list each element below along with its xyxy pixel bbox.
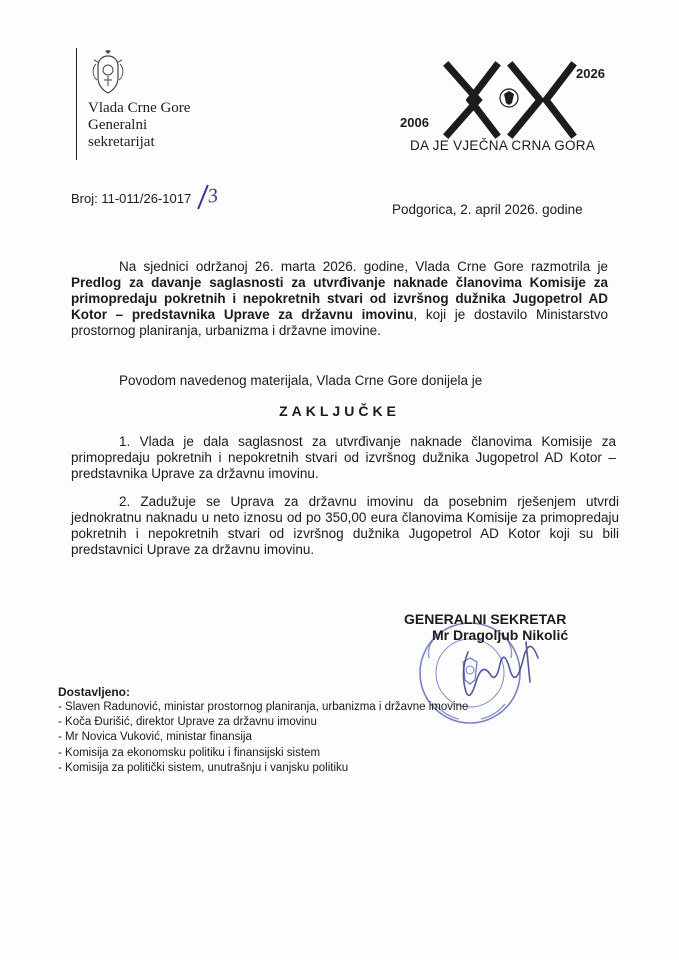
signatory-title: GENERALNI SEKRETAR bbox=[404, 611, 567, 627]
distribution-item: - Komisija za ekonomsku politiku i finansijski sistem bbox=[58, 746, 321, 759]
anniversary-year-end: 2026 bbox=[576, 66, 605, 81]
intro-suffix: , koji je dostavilo Ministarstvo prostornog planiranja, urbanizma i državne imovine. bbox=[71, 307, 608, 338]
conclusion-point-1: 1. Vlada je dala saglasnost za utvrđivanje naknade članovima Komisije za primopredaju pokretnih i nepokretnih stvari od izvršnog dužnika Jugopetrol AD Kotor – predstavnika Uprave za državnu imovinu. bbox=[71, 434, 616, 481]
distribution-title: Dostavljeno: bbox=[58, 685, 131, 699]
place-and-date: Podgorica, 2. april 2026. godine bbox=[392, 202, 583, 217]
distribution-item: - Slaven Radunović, ministar prostornog planiranja, urbanizma i državne imovine bbox=[58, 701, 469, 713]
government-unit-line1: Generalni bbox=[88, 117, 148, 133]
conclusions-heading: ZAKLJUČKE bbox=[279, 403, 400, 419]
handwritten-number-suffix: 3 bbox=[206, 184, 220, 208]
anniversary-motto: DA JE VJEČNA CRNA GORA bbox=[410, 138, 596, 153]
handwritten-signature-icon bbox=[430, 612, 560, 712]
anniversary-year-start: 2006 bbox=[400, 115, 429, 130]
signatory-name: Mr Dragoljub Nikolić bbox=[432, 627, 569, 643]
header-divider bbox=[76, 48, 77, 160]
coat-of-arms-icon bbox=[88, 50, 128, 96]
conclusion-point-2: 2. Zadužuje se Uprava za državnu imovinu da posebnim rješenjem utvrdi jednokratnu naknadu u neto iznosu od po 350,00 eura članovima Komisije za primopredaju pokretnih i nepokretnih stvari od izvršnog dužnika Jugopetrol AD Kotor koji su bili predstavnici Uprave za državnu imovinu. bbox=[71, 494, 619, 557]
intro-proposal-title: Predlog za davanje saglasnosti za utvrđivanje naknade članovima Komisije za primopredaju pokretnih i nepokretnih stvari od izvršnog dužnika Jugopetrol AD Kotor – predstavnika Uprave za državnu imovinu bbox=[71, 275, 608, 322]
lead-sentence: Povodom navedenog materijala, Vlada Crne Gore donijela je bbox=[119, 373, 483, 388]
government-name: Vlada Crne Gore bbox=[88, 100, 191, 116]
intro-paragraph bbox=[71, 259, 608, 339]
distribution-item: - Mr Novica Vuković, ministar finansija bbox=[58, 731, 252, 744]
distribution-item: - Koča Đurišić, direktor Uprave za državnu imovinu bbox=[58, 716, 317, 729]
document-number: Broj: 11-011/26-1017 bbox=[71, 191, 192, 206]
government-unit-line2: sekretarijat bbox=[88, 134, 155, 150]
distribution-item: - Komisija za politički sistem, unutrašnju i vanjsku politiku bbox=[58, 761, 349, 774]
intro-prefix: Na sjednici održanoj 26. marta 2026. godine, Vlada Crne Gore razmotrila je bbox=[119, 259, 608, 274]
distribution-list bbox=[58, 700, 468, 776]
